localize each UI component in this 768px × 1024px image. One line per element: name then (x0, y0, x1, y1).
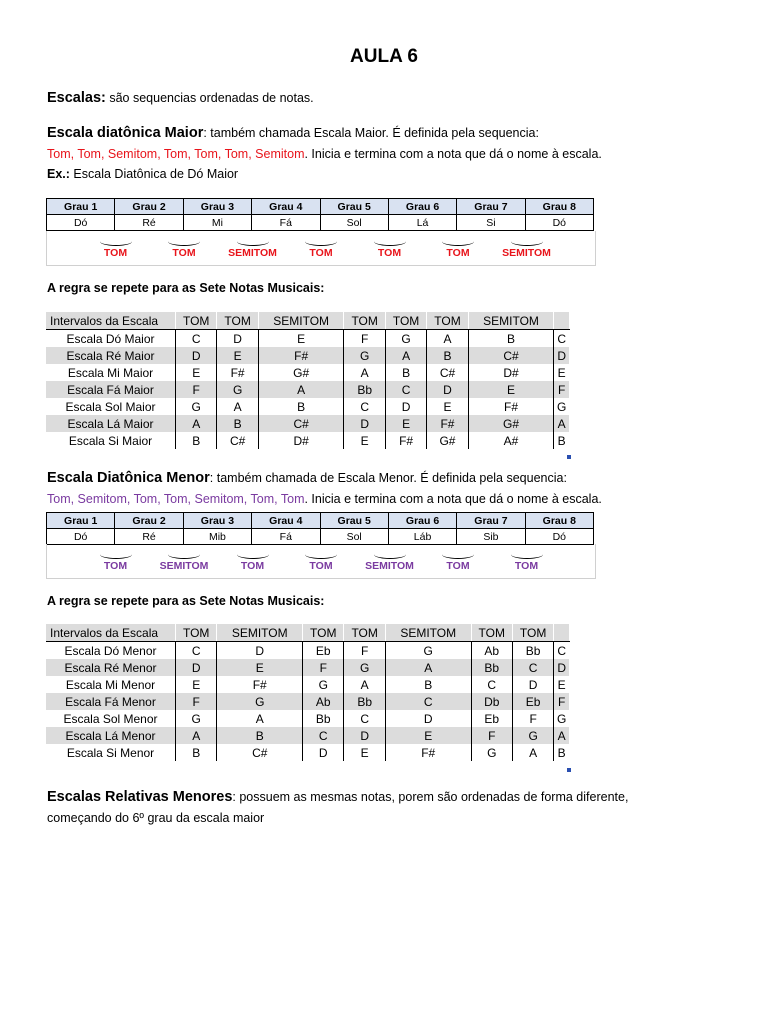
menor-sequence: Tom, Semitom, Tom, Tom, Semitom, Tom, Tom (47, 492, 305, 506)
scale-note: A (385, 347, 426, 364)
table-row (46, 642, 570, 660)
scale-note: E (554, 676, 570, 693)
scale-note: Bb (344, 381, 385, 398)
scale-note: E (176, 676, 217, 693)
scale-note: B (554, 744, 570, 761)
scale-note: E (258, 330, 344, 348)
scale-note: C (471, 676, 512, 693)
interval-label: SEMITOM (228, 247, 277, 259)
scale-name: Escala Si Menor (46, 744, 176, 761)
table-row (46, 744, 570, 761)
scale-note: E (344, 432, 385, 449)
scale-note: A (554, 727, 570, 744)
grau-note: Si (457, 215, 525, 231)
scale-header-cell: SEMITOM (468, 312, 554, 330)
scale-note: E (385, 727, 471, 744)
scale-note: F# (258, 347, 344, 364)
interval-arc (511, 237, 543, 246)
scale-note: C (512, 659, 553, 676)
grau-note: Dó (47, 529, 115, 545)
interval-arc (100, 550, 132, 559)
grau-note: Fá (252, 215, 320, 231)
scale-note: Bb (512, 642, 553, 660)
scale-note: B (385, 364, 426, 381)
menor-heading: Escala Diatônica Menor (47, 470, 210, 486)
interval-arc (305, 550, 337, 559)
scale-note: D (217, 642, 303, 660)
scale-note: G (385, 330, 426, 348)
scale-note: G (217, 693, 303, 710)
scale-header-cell: Intervalos da Escala (46, 624, 176, 642)
scale-note: E (427, 398, 468, 415)
grau-note: Dó (525, 215, 593, 231)
scale-header-cell: TOM (427, 312, 468, 330)
interval-arc (442, 237, 474, 246)
scale-header-cell (554, 312, 570, 330)
grau-header: Grau 6 (388, 513, 456, 529)
scale-note: B (554, 432, 570, 449)
scale-note: C (385, 381, 426, 398)
table-corner-marker (567, 768, 571, 772)
scale-note: G (217, 381, 258, 398)
scale-header-cell: SEMITOM (258, 312, 344, 330)
interval-arc (168, 237, 200, 246)
escalas-definition (47, 90, 314, 106)
scale-note: Bb (471, 659, 512, 676)
grau-header: Grau 7 (457, 513, 525, 529)
grau-header: Grau 6 (388, 199, 456, 215)
scale-note: A# (468, 432, 554, 449)
scale-name: Escala Mi Maior (46, 364, 176, 381)
scale-note: A (554, 415, 570, 432)
scale-note: D (344, 415, 385, 432)
interval-arc (374, 237, 406, 246)
scale-name: Escala Fá Maior (46, 381, 176, 398)
scale-note: C (554, 330, 570, 348)
scale-note: C# (427, 364, 468, 381)
interval-label: TOM (172, 247, 196, 259)
scale-note: E (217, 659, 303, 676)
scale-note: D# (468, 364, 554, 381)
scale-note: A (427, 330, 468, 348)
scale-note: C (554, 642, 570, 660)
scale-note: F (512, 710, 553, 727)
scale-note: F# (385, 432, 426, 449)
scale-note: F (303, 659, 344, 676)
grau-header: Grau 4 (252, 199, 320, 215)
scale-note: G (385, 642, 471, 660)
scale-note: C (303, 727, 344, 744)
scale-note: C# (217, 432, 258, 449)
table-row (46, 381, 570, 398)
scale-note: C# (217, 744, 303, 761)
scale-note: A (344, 364, 385, 381)
scale-note: Db (471, 693, 512, 710)
scale-note: F (554, 693, 570, 710)
scale-note: G (471, 744, 512, 761)
interval-label: SEMITOM (159, 560, 209, 572)
table-row (46, 676, 570, 693)
scale-header-cell: TOM (344, 312, 385, 330)
table-row (46, 727, 570, 744)
grau-header: Grau 4 (252, 513, 320, 529)
scale-note: E (554, 364, 570, 381)
scale-note: B (258, 398, 344, 415)
scale-note: C# (258, 415, 344, 432)
scale-name: Escala Mi Menor (46, 676, 176, 693)
scale-name: Escala Dó Maior (46, 330, 176, 348)
scale-note: B (468, 330, 554, 348)
interval-label: TOM (103, 247, 128, 259)
scale-note: D (217, 330, 258, 348)
scale-header-cell: TOM (344, 624, 385, 642)
menor-sequence-tail: . Inicia e termina com a nota que dá o nome à escala. (304, 492, 602, 506)
scale-note: G (303, 676, 344, 693)
scale-note: F# (217, 364, 258, 381)
relativas-definition (47, 789, 628, 805)
scale-note: D (344, 727, 385, 744)
scale-header-cell: SEMITOM (385, 624, 471, 642)
scale-note: G# (468, 415, 554, 432)
scale-note: D (176, 659, 217, 676)
interval-arc (168, 550, 200, 559)
grau-note: Sol (320, 529, 388, 545)
scale-note: Bb (303, 710, 344, 727)
scale-note: G# (427, 432, 468, 449)
ex-label: Ex.: (47, 167, 70, 181)
grau-note: Fá (252, 529, 320, 545)
table-row (46, 364, 570, 381)
menor-steps (46, 544, 596, 579)
scale-header-cell: TOM (512, 624, 553, 642)
scale-note: B (176, 744, 217, 761)
scale-note: A (176, 727, 217, 744)
interval-label: TOM (309, 247, 333, 259)
grau-note: Mi (183, 215, 251, 231)
scale-header-cell: TOM (176, 312, 217, 330)
menor-desc: : também chamada de Escala Menor. É definida pela sequencia: (209, 471, 567, 485)
interval-label: TOM (240, 560, 265, 572)
maior-heading: Escala diatônica Maior (47, 125, 204, 141)
menor-grau-table (46, 512, 594, 545)
table-row (46, 710, 570, 727)
menor-sequence-line (47, 492, 602, 506)
scale-note: Eb (471, 710, 512, 727)
scale-name: Escala Sol Maior (46, 398, 176, 415)
scale-note: Eb (303, 642, 344, 660)
grau-note: Sol (320, 215, 388, 231)
interval-arc (374, 550, 406, 559)
scale-header-cell (554, 624, 570, 642)
interval-arc (100, 237, 132, 246)
scale-note: D (385, 398, 426, 415)
scale-note: D (176, 347, 217, 364)
scale-note: B (176, 432, 217, 449)
scale-name: Escala Ré Maior (46, 347, 176, 364)
scale-note: F (176, 693, 217, 710)
maior-example (47, 167, 238, 181)
menor-rule: A regra se repete para as Sete Notas Musicais: (47, 594, 325, 608)
grau-header: Grau 3 (183, 513, 251, 529)
table-row (46, 693, 570, 710)
scale-note: A (385, 659, 471, 676)
table-row (46, 415, 570, 432)
scale-note: G (512, 727, 553, 744)
grau-note: Dó (47, 215, 115, 231)
grau-note: Láb (388, 529, 456, 545)
scale-note: C# (468, 347, 554, 364)
scale-note: G (554, 398, 570, 415)
scale-note: F (176, 381, 217, 398)
ex-text: Escala Diatônica de Dó Maior (73, 167, 239, 181)
scale-note: Bb (344, 693, 385, 710)
grau-note: Lá (388, 215, 456, 231)
scale-note: G (344, 347, 385, 364)
table-corner-marker (567, 455, 571, 459)
scale-header-cell: TOM (176, 624, 217, 642)
table-row (46, 659, 570, 676)
scale-note: G (344, 659, 385, 676)
scale-note: B (427, 347, 468, 364)
scale-note: D# (258, 432, 344, 449)
scale-header-cell: Intervalos da Escala (46, 312, 176, 330)
scale-note: Eb (512, 693, 553, 710)
scale-note: F (344, 330, 385, 348)
interval-arc (305, 237, 337, 246)
scale-note: E (217, 347, 258, 364)
maior-scale-table (46, 312, 570, 449)
interval-label: TOM (514, 560, 539, 572)
maior-steps (46, 231, 596, 266)
table-row (46, 398, 570, 415)
scale-note: D (554, 659, 570, 676)
maior-sequence-line (47, 147, 602, 161)
scale-note: G (176, 710, 217, 727)
interval-label: TOM (446, 560, 470, 572)
scale-note: F (554, 381, 570, 398)
grau-header: Grau 7 (457, 199, 525, 215)
interval-label: TOM (309, 560, 333, 572)
scale-note: C (176, 330, 217, 348)
interval-label: SEMITOM (365, 560, 414, 572)
scale-note: D (512, 676, 553, 693)
grau-header: Grau 1 (47, 513, 115, 529)
table-row (46, 330, 570, 348)
scale-name: Escala Lá Menor (46, 727, 176, 744)
grau-note: Sib (457, 529, 525, 545)
scale-note: B (217, 415, 258, 432)
scale-note: E (176, 364, 217, 381)
scale-header-cell: TOM (217, 312, 258, 330)
scale-name: Escala Ré Menor (46, 659, 176, 676)
scale-note: F (344, 642, 385, 660)
scale-header-cell: TOM (385, 312, 426, 330)
scale-note: E (385, 415, 426, 432)
scale-note: E (344, 744, 385, 761)
scale-note: F# (385, 744, 471, 761)
relativas-heading: Escalas Relativas Menores (47, 789, 233, 805)
scale-note: F# (427, 415, 468, 432)
scale-note: C (344, 710, 385, 727)
scale-name: Escala Fá Menor (46, 693, 176, 710)
grau-note: Dó (525, 529, 593, 545)
relativas-text: : possuem as mesmas notas, porem são ordenadas de forma diferente, (232, 790, 629, 804)
grau-header: Grau 5 (320, 199, 388, 215)
menor-definition (47, 470, 567, 486)
interval-arc (442, 550, 474, 559)
relativas-text2: começando do 6º grau da escala maior (47, 811, 265, 825)
scale-note: E (468, 381, 554, 398)
table-row (46, 347, 570, 364)
grau-header: Grau 2 (115, 513, 183, 529)
scale-name: Escala Lá Maior (46, 415, 176, 432)
interval-label: TOM (377, 247, 402, 259)
maior-rule: A regra se repete para as Sete Notas Musicais: (47, 281, 325, 295)
scale-note: Ab (303, 693, 344, 710)
escalas-label: Escalas: (47, 90, 106, 106)
interval-label: TOM (446, 247, 470, 259)
scale-note: C (344, 398, 385, 415)
maior-sequence: Tom, Tom, Semitom, Tom, Tom, Tom, Semitom (47, 147, 305, 161)
grau-header: Grau 5 (320, 513, 388, 529)
scale-note: A (258, 381, 344, 398)
scale-name: Escala Si Maior (46, 432, 176, 449)
interval-arc (237, 550, 269, 559)
scale-note: D (385, 710, 471, 727)
grau-note: Ré (115, 529, 183, 545)
scale-note: A (217, 398, 258, 415)
grau-note: Ré (115, 215, 183, 231)
maior-desc: : também chamada Escala Maior. É definida pela sequencia: (203, 126, 539, 140)
scale-note: F# (217, 676, 303, 693)
scale-note: A (344, 676, 385, 693)
scale-note: D (554, 347, 570, 364)
scale-header-cell: SEMITOM (217, 624, 303, 642)
menor-scale-table (46, 624, 570, 761)
interval-label: SEMITOM (502, 247, 551, 259)
scale-note: Ab (471, 642, 512, 660)
scale-name: Escala Sol Menor (46, 710, 176, 727)
escalas-text: são sequencias ordenadas de notas. (109, 91, 314, 105)
scale-note: G (176, 398, 217, 415)
grau-header: Grau 1 (47, 199, 115, 215)
maior-grau-table (46, 198, 594, 231)
maior-sequence-tail: . Inicia e termina com a nota que dá o nome à escala. (304, 147, 602, 161)
interval-label: TOM (103, 560, 128, 572)
interval-arc (511, 550, 543, 559)
scale-header-cell: TOM (303, 624, 344, 642)
scale-note: F (471, 727, 512, 744)
scale-note: B (385, 676, 471, 693)
interval-arc (237, 237, 269, 246)
scale-note: A (217, 710, 303, 727)
table-row (46, 432, 570, 449)
grau-header: Grau 8 (525, 199, 593, 215)
scale-note: F# (468, 398, 554, 415)
grau-header: Grau 2 (115, 199, 183, 215)
scale-header-cell: TOM (471, 624, 512, 642)
scale-note: A (176, 415, 217, 432)
scale-note: D (427, 381, 468, 398)
scale-name: Escala Dó Menor (46, 642, 176, 660)
scale-note: C (176, 642, 217, 660)
page-title: AULA 6 (350, 46, 418, 67)
grau-header: Grau 8 (525, 513, 593, 529)
grau-note: Mib (183, 529, 251, 545)
scale-note: G (554, 710, 570, 727)
scale-note: D (303, 744, 344, 761)
scale-note: G# (258, 364, 344, 381)
maior-definition (47, 125, 539, 141)
scale-note: C (385, 693, 471, 710)
scale-note: A (512, 744, 553, 761)
scale-note: B (217, 727, 303, 744)
grau-header: Grau 3 (183, 199, 251, 215)
